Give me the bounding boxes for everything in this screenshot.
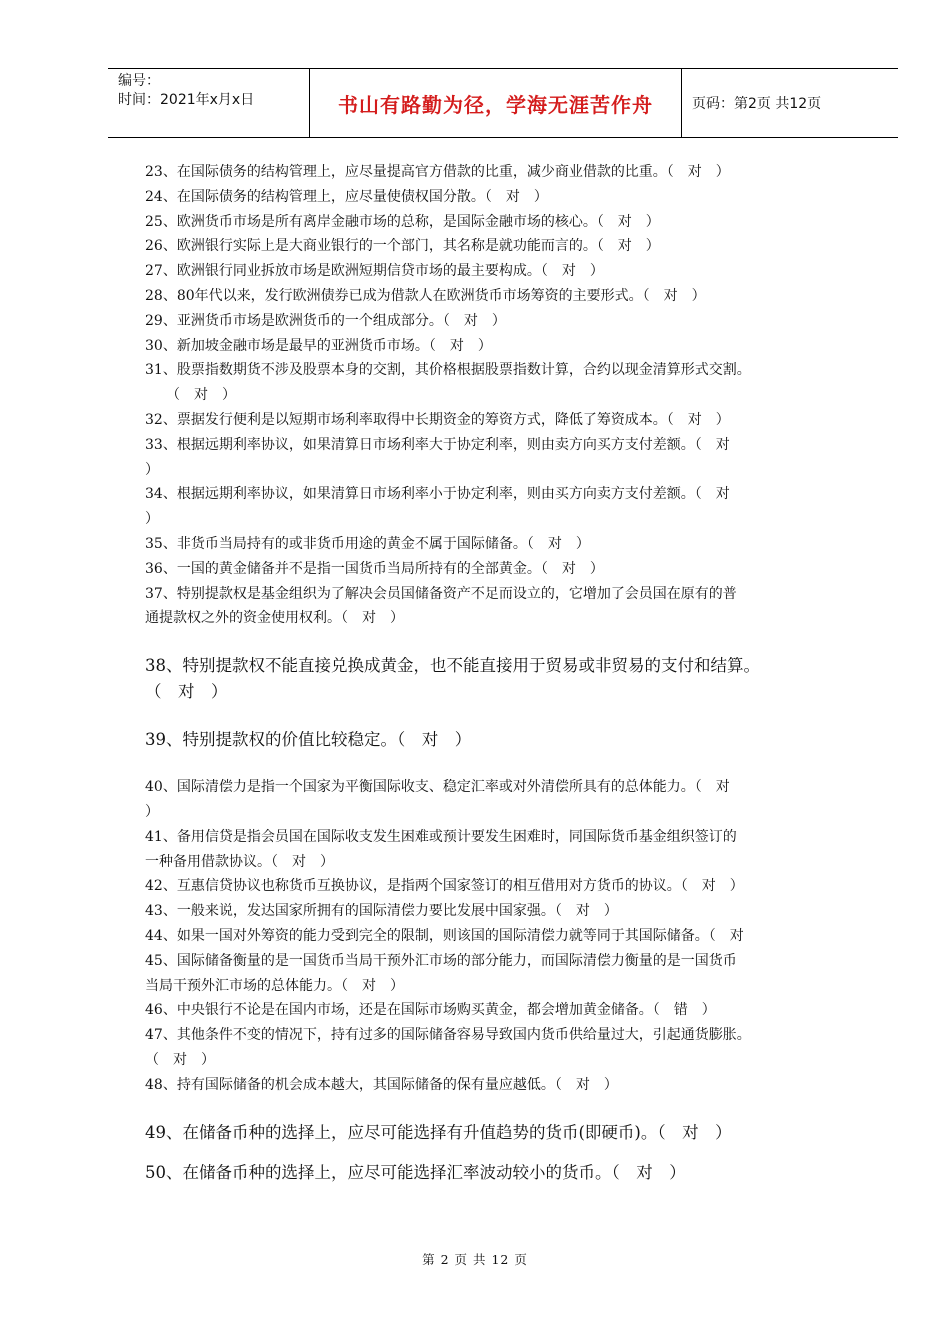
question-43: 43、一般来说，发达国家所拥有的国际清偿力要比发展中国家强。（ 对 ） xyxy=(145,903,618,920)
date-label: 时间：2021年x月x日 xyxy=(118,92,255,108)
question-37-line1: 37、特别提款权是基金组织为了解决会员国储备资产不足而设立的，它增加了会员国在原有的普 xyxy=(145,585,737,602)
question-31-line1: 31、股票指数期货不涉及股票本身的交割，其价格根据股票指数计算，合约以现金清算形式交割。 xyxy=(145,362,751,379)
question-46: 46、中央银行不论是在国内市场，还是在国际市场购买黄金，都会增加黄金储备。（ 错 ） xyxy=(145,1002,716,1019)
motto-text: 书山有路勤为径，学海无涯苦作舟 xyxy=(338,92,653,117)
question-42: 42、互惠信贷协议也称货币互换协议，是指两个国家签订的相互借用对方货币的协议。（ 对 ） xyxy=(145,878,744,895)
spacer xyxy=(145,753,880,775)
question-39: 39、特别提款权的价值比较稳定。（ 对 ） xyxy=(145,730,472,750)
question-34-line1: 34、根据远期利率协议，如果清算日市场利率小于协定利率，则由买方向卖方支付差额。（ 对 xyxy=(145,486,730,503)
question-33-line2: ） xyxy=(145,461,159,478)
question-24: 24、在国际债务的结构管理上，应尽量使债权国分散。（ 对 ） xyxy=(145,188,548,205)
question-29: 29、亚洲货币市场是欧洲货币的一个组成部分。（ 对 ） xyxy=(145,312,506,329)
header-page-cell xyxy=(682,69,898,137)
question-30: 30、新加坡金融市场是最早的亚洲货币市场。（ 对 ） xyxy=(145,337,492,354)
question-45-line2: 当局干预外汇市场的总体能力。（ 对 ） xyxy=(145,977,404,994)
question-35: 35、非货币当局持有的或非货币用途的黄金不属于国际储备。（ 对 ） xyxy=(145,535,590,552)
question-28: 28、80年代以来，发行欧洲债券已成为借款人在欧洲货币市场筹资的主要形式。（ 对 ） xyxy=(145,287,706,304)
question-list xyxy=(145,160,880,1186)
question-49: 49、在储备币种的选择上，应尽可能选择有升值趋势的货币(即硬币)。（ 对 ） xyxy=(145,1122,732,1142)
spacer xyxy=(145,705,880,727)
header-motto-cell xyxy=(310,69,682,137)
question-34-line2: ） xyxy=(145,511,159,528)
question-27: 27、欧洲银行同业拆放市场是欧洲短期信贷市场的最主要构成。（ 对 ） xyxy=(145,263,604,280)
question-47-line2: （ 对 ） xyxy=(145,1051,215,1068)
question-40-line2: ） xyxy=(145,803,159,820)
question-26: 26、欧洲银行实际上是大商业银行的一个部门，其名称是就功能而言的。（ 对 ） xyxy=(145,238,660,255)
question-50: 50、在储备币种的选择上，应尽可能选择汇率波动较小的货币。（ 对 ） xyxy=(145,1162,686,1182)
question-41-line2: 一种备用借款协议。（ 对 ） xyxy=(145,853,334,870)
question-38-line2: （ 对 ） xyxy=(145,682,228,702)
question-41-line1: 41、备用信贷是指会员国在国际收支发生困难或预计要发生困难时，同国际货币基金组织签订的 xyxy=(145,828,737,845)
question-32: 32、票据发行便利是以短期市场利率取得中长期资金的筹资方式，降低了筹资成本。（ 对 ） xyxy=(145,411,730,428)
header-info-cell xyxy=(108,69,310,137)
spacer xyxy=(145,1146,880,1160)
page-info: 页码：第2页 共12页 xyxy=(692,96,822,112)
question-48: 48、持有国际储备的机会成本越大，其国际储备的保有量应越低。（ 对 ） xyxy=(145,1076,618,1093)
spacer xyxy=(145,631,880,653)
page-footer: 第 2 页 共 12 页 xyxy=(422,1252,528,1267)
code-label: 编号： xyxy=(118,73,160,89)
spacer xyxy=(145,1098,880,1120)
question-37-line2: 通提款权之外的资金使用权利。（ 对 ） xyxy=(145,610,404,627)
question-40-line1: 40、国际清偿力是指一个国家为平衡国际收支、稳定汇率或对外清偿所具有的总体能力。（ 对 xyxy=(145,779,730,796)
question-44: 44、如果一国对外筹资的能力受到完全的限制，则该国的国际清偿力就等同于其国际储备。（ 对 xyxy=(145,927,744,944)
question-25: 25、欧洲货币市场是所有离岸金融市场的总称，是国际金融市场的核心。（ 对 ） xyxy=(145,213,660,230)
question-23: 23、在国际债务的结构管理上，应尽量提高官方借款的比重，减少商业借款的比重。（ 对 ） xyxy=(145,164,730,180)
question-38-line1: 38、特别提款权不能直接兑换成黄金，也不能直接用于贸易或非贸易的支付和结算。 xyxy=(145,656,760,676)
question-45-line1: 45、国际储备衡量的是一国货币当局干预外汇市场的部分能力，而国际清偿力衡量的是一国货币 xyxy=(145,952,737,969)
question-33-line1: 33、根据远期利率协议，如果清算日市场利率大于协定利率，则由卖方向买方支付差额。（ 对 xyxy=(145,436,730,453)
document-header xyxy=(108,68,898,138)
question-36: 36、一国的黄金储备并不是指一国货币当局所持有的全部黄金。（ 对 ） xyxy=(145,560,604,577)
question-31-line2: （ 对 ） xyxy=(145,387,236,404)
question-47-line1: 47、其他条件不变的情况下，持有过多的国际储备容易导致国内货币供给量过大，引起通货膨胀。 xyxy=(145,1027,751,1044)
